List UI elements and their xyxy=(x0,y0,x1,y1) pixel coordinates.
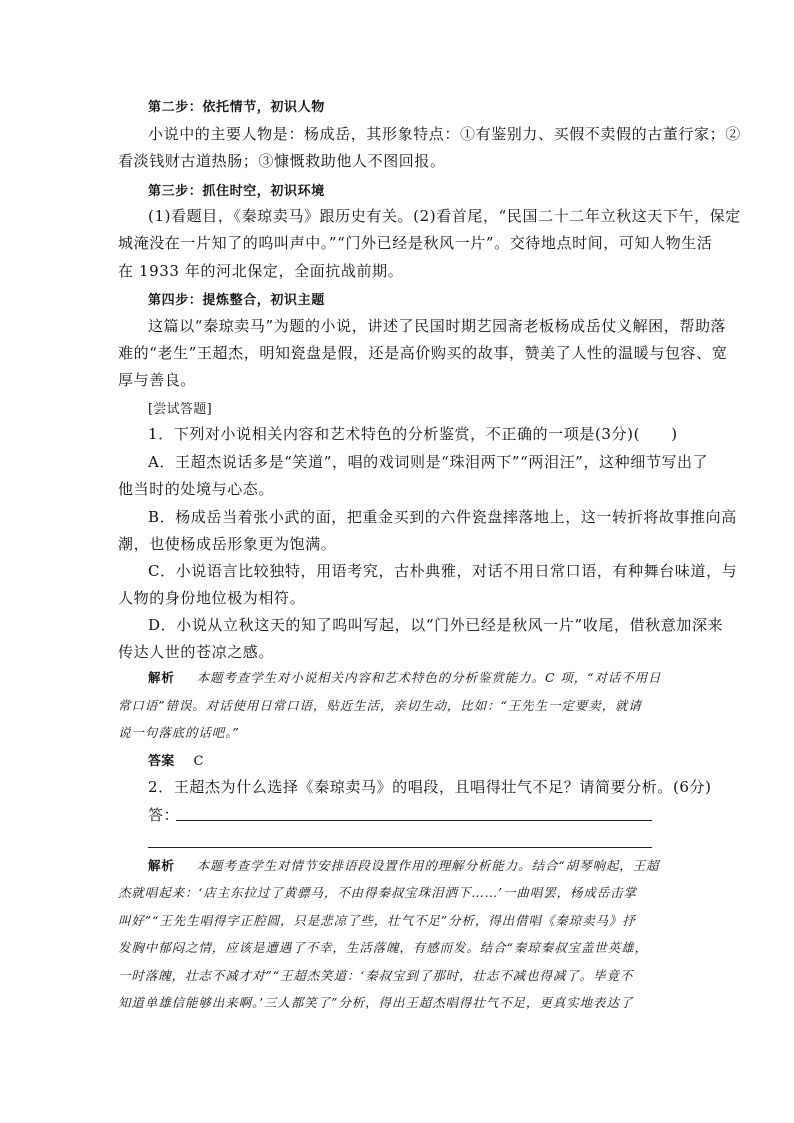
step4-paragraph-line-1: 这篇以“秦琼卖马”为题的小说，讲述了民国时期艺园斋老板杨成岳仗义解困，帮助落 xyxy=(148,317,727,335)
answer-blank-line-2[interactable] xyxy=(148,847,652,848)
q2-analysis-label: 解析 xyxy=(148,858,175,873)
answer-blank-line-1[interactable] xyxy=(176,820,652,821)
q1-option-a-line-2: 他当时的处境与心态。 xyxy=(118,480,275,498)
q1-option-c-line-2: 人物的身份地位极为相符。 xyxy=(118,589,306,607)
q2-stem: 2．王超杰为什么选择《秦琼卖马》的唱段，且唱得壮气不足？请简要分析。(6分) xyxy=(148,778,712,796)
q1-analysis-line-3: 说一句落底的话吧。” xyxy=(118,725,240,740)
step3-paragraph-line-1: (1)看题目，《秦琼卖马》跟历史有关。(2)看首尾，“民国二十二年立秋这天下午，保定 xyxy=(148,207,741,225)
q1-option-b-line-2: 潮，也使杨成岳形象更为饱满。 xyxy=(118,535,337,553)
q1-analysis-label: 解析 xyxy=(148,670,175,685)
q1-answer-label: 答案 xyxy=(148,754,175,769)
step3-paragraph-line-2: 城淹没在一片知了的呜叫声中。”“门外已经是秋风一片”。交待地点时间，可知人物生活 xyxy=(118,234,713,252)
q2-analysis-line-2: 杰就唱起来：‘店主东拉过了黄骠马，不由得秦叔宝珠泪洒下……’一曲唱罢，杨成岳击掌 xyxy=(118,885,637,900)
q1-option-d-line-2: 传达人世的苍凉之感。 xyxy=(118,643,275,661)
q1-option-d-line-1: D．小说从立秋这天的知了呜叫写起，以“门外已经是秋风一片”收尾，借秋意加深来 xyxy=(148,616,724,634)
q1-stem: 1．下列对小说相关内容和艺术特色的分析鉴赏，不正确的一项是(3分)( ) xyxy=(148,425,678,443)
q2-analysis-line-3: 叫好”“王先生唱得字正腔圆，只是悲凉了些，壮气不足”分析，得出借唱《秦琼卖马》抒 xyxy=(118,913,636,928)
q1-analysis-line-2: 常口语”错误。对话使用日常口语，贴近生活，亲切生动，比如：“王先生一定要卖，就请 xyxy=(118,698,642,713)
q1-option-b-line-1: B．杨成岳当着张小武的面，把重金买到的六件瓷盘摔落地上，这一转折将故事推向高 xyxy=(148,508,737,526)
q2-analysis-line-1 xyxy=(148,856,659,874)
step4-paragraph-line-2: 难的“老生”王超杰，明知瓷盘是假，还是高价购买的故事，赞美了人性的温暖与包容、宽 xyxy=(118,344,728,362)
q2-analysis-text-1: 本题考查学生对情节安排语段设置作用的理解分析能力。结合“胡琴响起，王超 xyxy=(196,858,660,873)
q1-answer-value: C xyxy=(193,754,204,769)
step4-paragraph-line-3: 厚与善良。 xyxy=(118,371,197,389)
step2-heading: 第二步：依托情节，初识人物 xyxy=(148,100,325,115)
q2-analysis-line-6: 知道单雄信能够出来啊。’三人都笑了”分析，得出王超杰唱得壮气不足，更真实地表达了 xyxy=(118,995,634,1010)
q1-analysis-line-1 xyxy=(148,668,661,686)
q1-answer xyxy=(148,750,204,769)
step3-heading: 第三步：抓住时空，初识环境 xyxy=(148,184,325,199)
q2-analysis-line-5: 一时落魄，壮志不减才对”“王超杰笑道：‘秦叔宝到了那时，壮志不减也得减了。毕竟不 xyxy=(118,968,634,983)
try-section-label: [尝试答题] xyxy=(148,402,212,417)
q1-option-a-line-1: A．王超杰说话多是“笑道”，唱的戏词则是“珠泪两下”“两泪汪”，这种细节写出了 xyxy=(148,453,709,471)
step2-paragraph-line-1: 小说中的主要人物是：杨成岳，其形象特点：①有鉴别力、买假不卖假的古董行家；② xyxy=(148,125,741,143)
q1-option-c-line-1: C．小说语言比较独特，用语考究，古朴典雅，对话不用日常口语，有种舞台味道，与 xyxy=(148,562,738,580)
q1-analysis-text-1: 本题考查学生对小说相关内容和艺术特色的分析鉴赏能力。C 项，“对话不用日 xyxy=(196,670,662,685)
step3-paragraph-line-3: 在 1933 年的河北保定，全面抗战前期。 xyxy=(118,262,404,280)
step2-paragraph-line-2: 看淡钱财古道热肠；③慷慨救助他人不图回报。 xyxy=(118,152,446,170)
q2-answer-prompt: 答： xyxy=(148,806,180,824)
step4-heading: 第四步：提炼整合，初识主题 xyxy=(148,293,325,308)
q2-analysis-line-4: 发胸中郁闷之情，应该是遭遇了不幸，生活落魄，有感而发。结合“秦琼秦叔宝盖世英雄， xyxy=(118,940,648,955)
